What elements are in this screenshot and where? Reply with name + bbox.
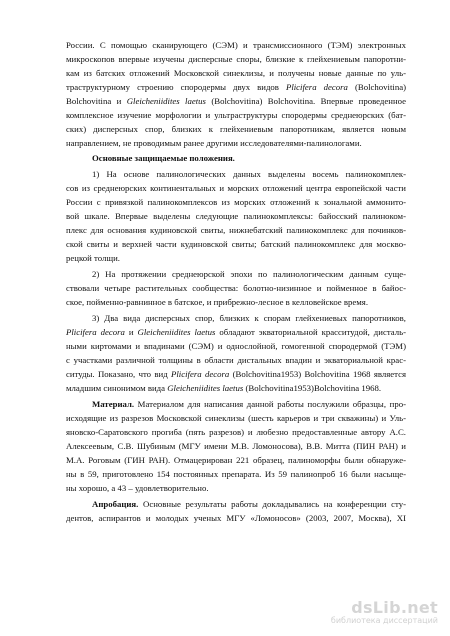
text-line: микроскопов впервые изучены дисперсные споры, близкие к глейхениевым папоротни- <box>66 54 406 64</box>
text-line: дентов, аспирантов и молодых ученых МГУ «Ломоносов» (2003, 2007, Москва), XI <box>66 513 406 523</box>
text-line: ской свиты и верхней части кудиновской свиты; батский палинокомплекс для москво- <box>66 239 406 249</box>
text-line: яновско-Саратовского прогиба (пять разрезов) и любезно предоставленные автору А.С. <box>66 427 406 437</box>
text-line: кам из батских отложений Московской синеклизы, и получены новые данные по уль- <box>66 68 406 78</box>
text-line: вой шкале. Впервые выделены следующие палинокомплексы: байосский палиноком- <box>66 211 406 221</box>
text-line: ны хорошо, а 43 – удовлетворительно. <box>66 483 209 493</box>
text-line: Алексеевым, С.В. Шубиным (МГУ имени М.В. Ломоносова), В.В. Митта (ПИН РАН) и <box>66 441 406 451</box>
text-line: направлением, не проводимым ранее другими исследователями-палинологами. <box>66 138 362 148</box>
text-line: России с привязкой палинокомплексов из морских отложений к зональной аммонито- <box>66 197 406 207</box>
text-line: Plicifera decora и Gleicheniidites laetus обладают экваториальной красситудой, дисталь- <box>66 327 406 337</box>
watermark-subtitle: библиотека диссертаций <box>330 616 438 625</box>
text-line: Материал. Материалом для написания данной работы послужили образцы, про- <box>92 399 406 409</box>
watermark-logo: dsLib.net <box>351 598 438 617</box>
text-line: плекс для основания кудиновской свиты, нижнебатский палинокомплекс для починков- <box>66 225 406 235</box>
text-line: Апробация. Основные результаты работы докладывались на конференции сту- <box>92 499 406 509</box>
text-line: ситуды. Показано, что вид Plicifera decora (Bolchovitina1953) Bolchovitina 1968 является <box>66 369 407 379</box>
text-line: 3) Два вида дисперсных спор, близких к спорам глейхениевых папоротников, <box>92 313 406 323</box>
text-line: сов из среднеюрских континентальных и морских отложений центра европейской части <box>66 183 406 193</box>
text-line: ских) дисперсных спор, близких к глейхениевым папоротникам, является новым <box>66 124 406 134</box>
text-line: 2) На протяжении среднеюрской эпохи по палинологическим данным суще- <box>92 269 406 279</box>
text-line: траструктурному строению спородермы двух видов Plicifera decora (Bolchovitina) <box>66 82 407 92</box>
section-heading: Основные защищаемые положения. <box>92 153 235 163</box>
text-line: с участками различной толщины в области дистальных впадин и экваториальной крас- <box>66 355 406 365</box>
text-line: комплексное изучение морфологии и ультраструктуры спородермы среднеюрских (бат- <box>66 110 406 120</box>
text-line: ствовали четыре растительных сообщества: болотно-низинное и пойменное в байос- <box>66 283 406 293</box>
text-line: младшим синонимом вида Gleicheniidites laetus (Bolchovitina1953)Bolchovitina 1968. <box>66 383 382 393</box>
text-line: рецкой толщи. <box>66 253 120 263</box>
text-line: ское, пойменно-равнинное в батское, и прибрежно-лесное в келловейское время. <box>66 297 369 307</box>
text-line: ны в 59, приготовлено 154 постоянных препарата. Из 59 палинопроб 16 были насыще- <box>66 469 406 479</box>
text-line: М.А. Роговым (ГИН РАН). Отмацерирован 221 образец, палиноморфы были обнаруже- <box>66 455 406 465</box>
text-line: ными киртомами и впадинами (СЭМ) и однослойной, гомогенной спородермой (ТЭМ) <box>66 341 406 351</box>
watermark <box>328 598 438 628</box>
text-line: 1) На основе палинологических данных выделены восемь палинокомплек- <box>92 169 406 179</box>
text-line: Bolchovitina и Gleicheniidites laetus (Bolchovitina) Bolchovitina. Впервые проведенное <box>66 96 406 106</box>
text-line: России. С помощью сканирующего (СЭМ) и трансмиссионного (ТЭМ) электронных <box>66 40 406 50</box>
text-line: исходящие из разрезов Московской синеклизы (шесть карьеров и три скважины) и Уль- <box>66 413 406 423</box>
